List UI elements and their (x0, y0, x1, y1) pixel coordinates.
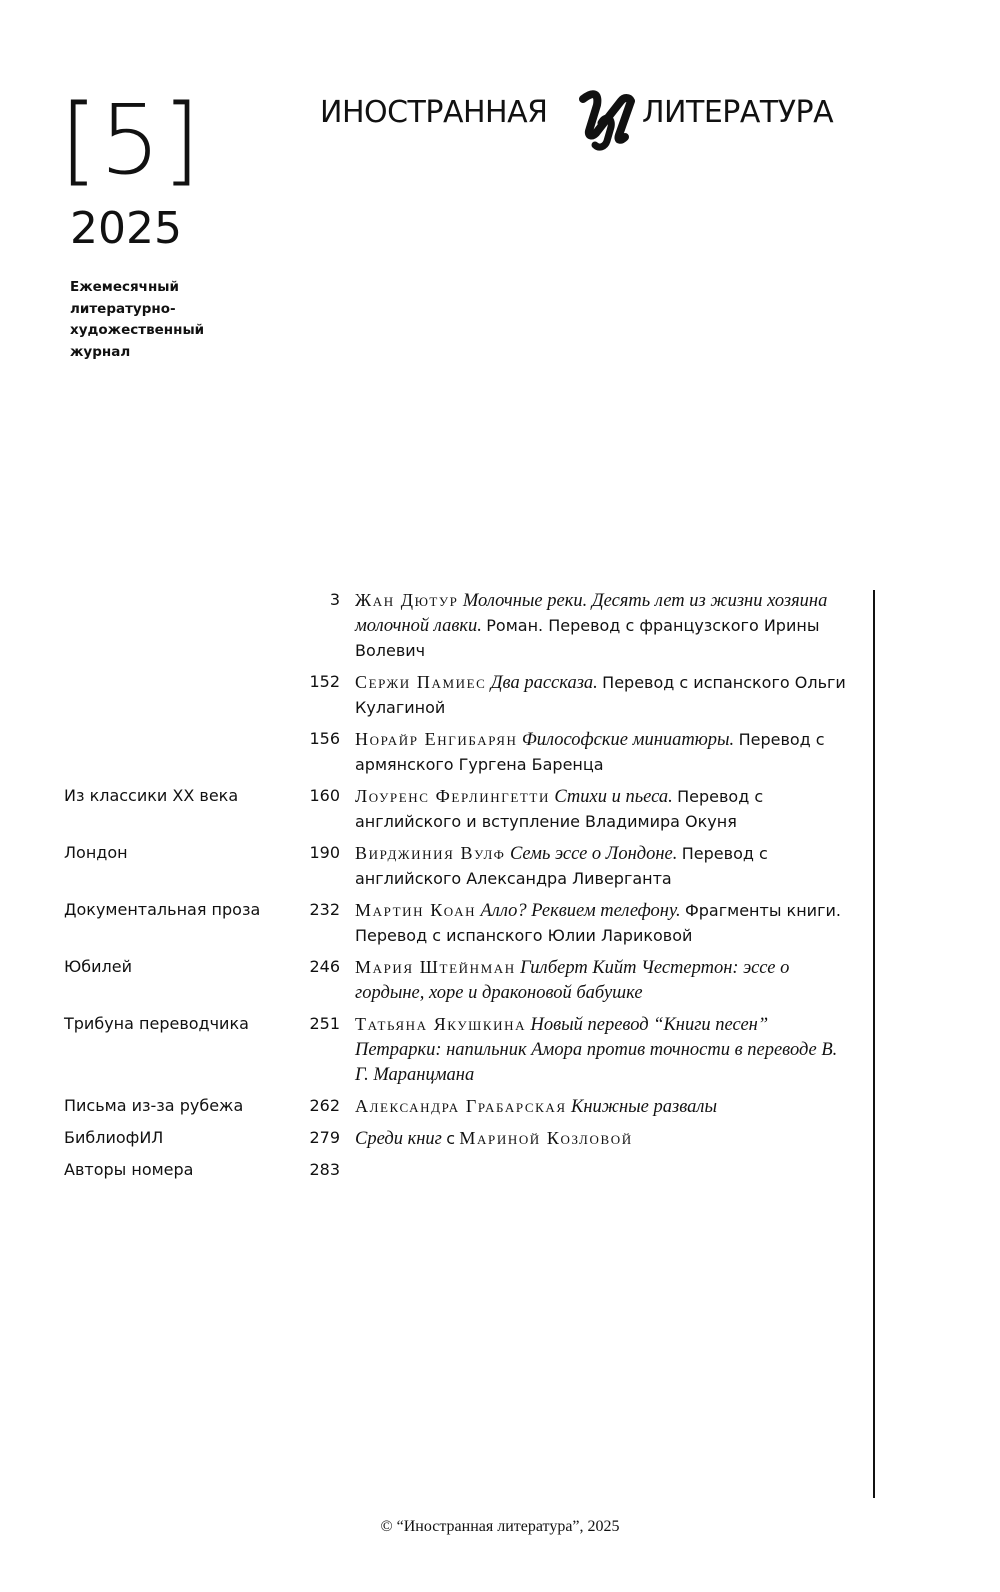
toc-page-number: 279 (309, 1128, 340, 1147)
toc-author: Вирджиния Вулф (355, 843, 506, 863)
toc-entry (0, 898, 1000, 948)
masthead-left-word: ИНОСТРАННАЯ (320, 95, 548, 130)
toc-entry-text (355, 1126, 850, 1151)
description-line: Ежемесячный (70, 279, 179, 295)
toc-author: Лоуренс Ферлингетти (355, 786, 550, 806)
toc-entry (0, 841, 1000, 891)
issue-number: [5] (60, 84, 202, 196)
toc-title: Два рассказа. (490, 673, 598, 693)
toc-entry-text (355, 670, 850, 720)
toc-details: Перевод с армянского Гургена Баренца (355, 730, 825, 774)
toc-entry-text (355, 1094, 850, 1119)
toc-author: Мариной Козловой (459, 1128, 633, 1148)
toc-title: Семь эссе о Лондоне. (509, 844, 678, 864)
toc-section: Трибуна переводчика (64, 1014, 249, 1033)
masthead-right-word: ЛИТЕРАТУРА (642, 95, 834, 130)
description-line: художественный (70, 322, 205, 338)
toc-section: Из классики XX века (64, 786, 239, 805)
toc-entry-text (355, 588, 850, 663)
toc-entry (0, 1012, 1000, 1087)
toc-title: Книжные развалы (571, 1097, 717, 1117)
journal-logo (575, 83, 645, 153)
toc-author: Жан Дютур (355, 590, 459, 610)
toc-details: Перевод с английского Александра Ливерганта (355, 844, 768, 888)
toc-page-number: 160 (309, 786, 340, 805)
toc-title: Новый перевод “Книги песен” Петрарки: напильник Амора против точности в переводе В. Г. Маранцмана (355, 1015, 838, 1085)
toc-section: Авторы номера (64, 1160, 194, 1179)
toc-entry-text (355, 841, 850, 891)
toc-section: БиблиофИЛ (64, 1128, 164, 1147)
toc-page-number: 156 (309, 729, 340, 748)
toc-entry-text (355, 727, 850, 777)
toc-entry-text (355, 1158, 850, 1182)
toc-entry (0, 784, 1000, 834)
toc-entry-text (355, 955, 850, 1005)
toc-title: Среди книг (355, 1129, 442, 1149)
toc-page-number: 251 (309, 1014, 340, 1033)
journal-description (70, 277, 204, 363)
toc-title: Алло? Реквием телефону. (480, 901, 681, 921)
vertical-rule (873, 590, 875, 1498)
toc-details: Перевод с английского и вступление Владимира Окуня (355, 787, 764, 831)
toc-section: Документальная проза (64, 900, 261, 919)
toc-page-number: 3 (329, 590, 340, 609)
toc-with-prefix: с (446, 1129, 456, 1148)
toc-author: Сержи Памиес (355, 672, 487, 692)
toc-title: Философские миниатюры. (521, 730, 735, 750)
toc-page-number: 152 (309, 672, 340, 691)
toc-entry (0, 1158, 1000, 1182)
toc-entry (0, 727, 1000, 777)
toc-entry-text (355, 1012, 850, 1087)
description-line: журнал (70, 343, 131, 360)
toc-page-number: 246 (309, 957, 340, 976)
toc-title: Стихи и пьеса. (554, 787, 673, 807)
toc-section: Лондон (64, 843, 128, 862)
toc-entry-text (355, 898, 850, 948)
issue-year: 2025 (70, 203, 182, 254)
toc-details: Фрагменты книги. Перевод с испанского Юлии Лариковой (355, 901, 841, 945)
copyright: © “Иностранная литература”, 2025 (380, 1518, 620, 1535)
table-of-contents (0, 588, 1000, 1189)
toc-entry (0, 955, 1000, 1005)
toc-author: Татьяна Якушкина (355, 1014, 527, 1034)
toc-entry (0, 1094, 1000, 1119)
toc-details: Перевод с испанского Ольги Кулагиной (355, 673, 846, 717)
description-line: литературно- (70, 300, 176, 317)
toc-entry-text (355, 784, 850, 834)
toc-title: Гилберт Кийт Честертон: эссе о гордыне, хоре и драконовой бабушке (355, 958, 790, 1003)
toc-author: Мария Штейнман (355, 957, 516, 977)
toc-section: Юбилей (64, 957, 133, 976)
toc-author: Мартин Коан (355, 900, 477, 920)
toc-entry (0, 1126, 1000, 1151)
toc-page-number: 190 (309, 843, 340, 862)
toc-entry (0, 588, 1000, 663)
toc-title: Молочные реки. Десять лет из жизни хозяина молочной лавки. (355, 591, 828, 636)
toc-author: Норайр Енгибарян (355, 729, 518, 749)
toc-section: Письма из-за рубежа (64, 1096, 244, 1115)
toc-page-number: 232 (309, 900, 340, 919)
toc-page-number: 283 (309, 1160, 340, 1179)
toc-page-number: 262 (309, 1096, 340, 1115)
toc-author: Александра Грабарская (355, 1096, 567, 1116)
toc-details: Роман. Перевод с французского Ирины Волевич (355, 616, 820, 660)
toc-entry (0, 670, 1000, 720)
